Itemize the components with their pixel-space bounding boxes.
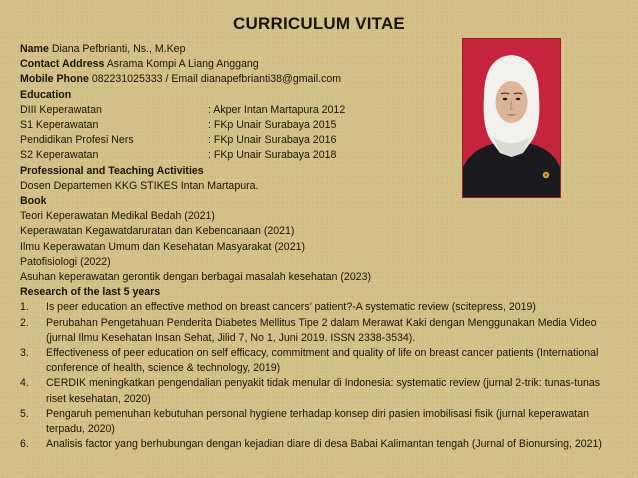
research-item xyxy=(20,346,620,376)
address-value: Asrama Kompi A Liang Anggang xyxy=(106,58,259,71)
book-item: Teori Keperawatan Medikal Bedah (2021) xyxy=(20,210,215,223)
phone-line xyxy=(20,72,620,87)
research-text: Pengaruh pemenuhan kebutuhan personal hygiene terhadap konsep diri pasien imobilisasi fisik (jurnal keperawatan terpadu, 2020) xyxy=(46,407,589,436)
research-text: Effectiveness of peer education on self efficacy, commitment and quality of life on breast cancer patients (International conference of health, science & technology, 2019) xyxy=(46,347,599,375)
page-title: CURRICULUM VITAE xyxy=(233,14,405,33)
research-number: 1. xyxy=(20,301,29,314)
education-institution: : FKp Unair Surabaya 2018 xyxy=(208,149,337,162)
research-number: 5. xyxy=(20,407,29,420)
research-item xyxy=(20,376,620,406)
research-item xyxy=(20,437,620,452)
education-heading: Education xyxy=(20,88,72,101)
book-item: Asuhan keperawatan gerontik dengan berbagai masalah kesehatan (2023) xyxy=(20,271,372,284)
research-item xyxy=(20,300,620,315)
professional-heading: Professional and Teaching Activities xyxy=(20,164,204,177)
education-institution: : FKp Unair Surabaya 2016 xyxy=(208,134,337,147)
name-label: Name xyxy=(20,43,49,55)
phone-label: Mobile Phone xyxy=(20,73,89,86)
name-value: Diana Pefbrianti, Ns., M.Kep xyxy=(51,43,186,55)
cv-content xyxy=(20,42,620,452)
research-item xyxy=(20,407,620,437)
research-number: 4. xyxy=(20,377,29,390)
research-number: 3. xyxy=(20,347,29,360)
research-list xyxy=(20,300,620,452)
education-institution: : Akper Intan Martapura 2012 xyxy=(208,103,346,116)
education-program: DIII Keperawatan xyxy=(20,103,102,116)
research-number: 2. xyxy=(20,316,29,329)
education-program: S1 Keperawatan xyxy=(20,119,99,132)
education-row xyxy=(20,148,620,163)
address-line xyxy=(20,57,620,72)
education-program: Pendidikan Profesi Ners xyxy=(20,134,134,147)
research-number: 6. xyxy=(20,438,29,451)
education-program: S2 Keperawatan xyxy=(20,149,99,162)
research-heading: Research of the last 5 years xyxy=(20,286,161,299)
education-institution: : FKp Unair Surabaya 2015 xyxy=(208,119,337,132)
phone-value: 082231025333 / Email dianapefbrianti38@gmail.com xyxy=(91,73,342,86)
address-label: Contact Address xyxy=(20,58,105,71)
name-line xyxy=(20,42,620,57)
book-item: Keperawatan Kegawatdaruratan dan Kebencanaan (2021) xyxy=(20,225,295,238)
book-heading: Book xyxy=(20,195,47,208)
education-row xyxy=(20,103,620,118)
research-text: Is peer education an effective method on breast cancers’ patient?-A systematic review (scitepress, 2019) xyxy=(46,301,536,314)
research-item xyxy=(20,316,620,346)
book-item: Ilmu Keperawatan Umum dan Kesehatan Masyarakat (2021) xyxy=(20,240,306,253)
book-item: Patofisiologi (2022) xyxy=(20,255,111,268)
education-row xyxy=(20,133,620,148)
research-text: Analisis factor yang berhubungan dengan kejadian diare di desa Babai Kalimantan tengah (Jurnal of Bionursing, 2021) xyxy=(46,438,602,451)
professional-text: Dosen Departemen KKG STIKES Intan Martapura. xyxy=(20,179,259,192)
education-row xyxy=(20,118,620,133)
research-text: CERDIK meningkatkan pengendalian penyakit tidak menular di Indonesia: systematic review (jurnal 2-trik: tunas-tunas riset kesehatan, 2020) xyxy=(46,377,601,405)
research-text: Perubahan Pengetahuan Penderita Diabetes Mellitus Tipe 2 dalam Merawat Kaki dengan Menggunakan Media Video (jurnal Ilmu Kesehatan Insan Sehat, Jilid 7, No 1, Juni 2019. ISSN 2338-3534). xyxy=(46,316,597,344)
